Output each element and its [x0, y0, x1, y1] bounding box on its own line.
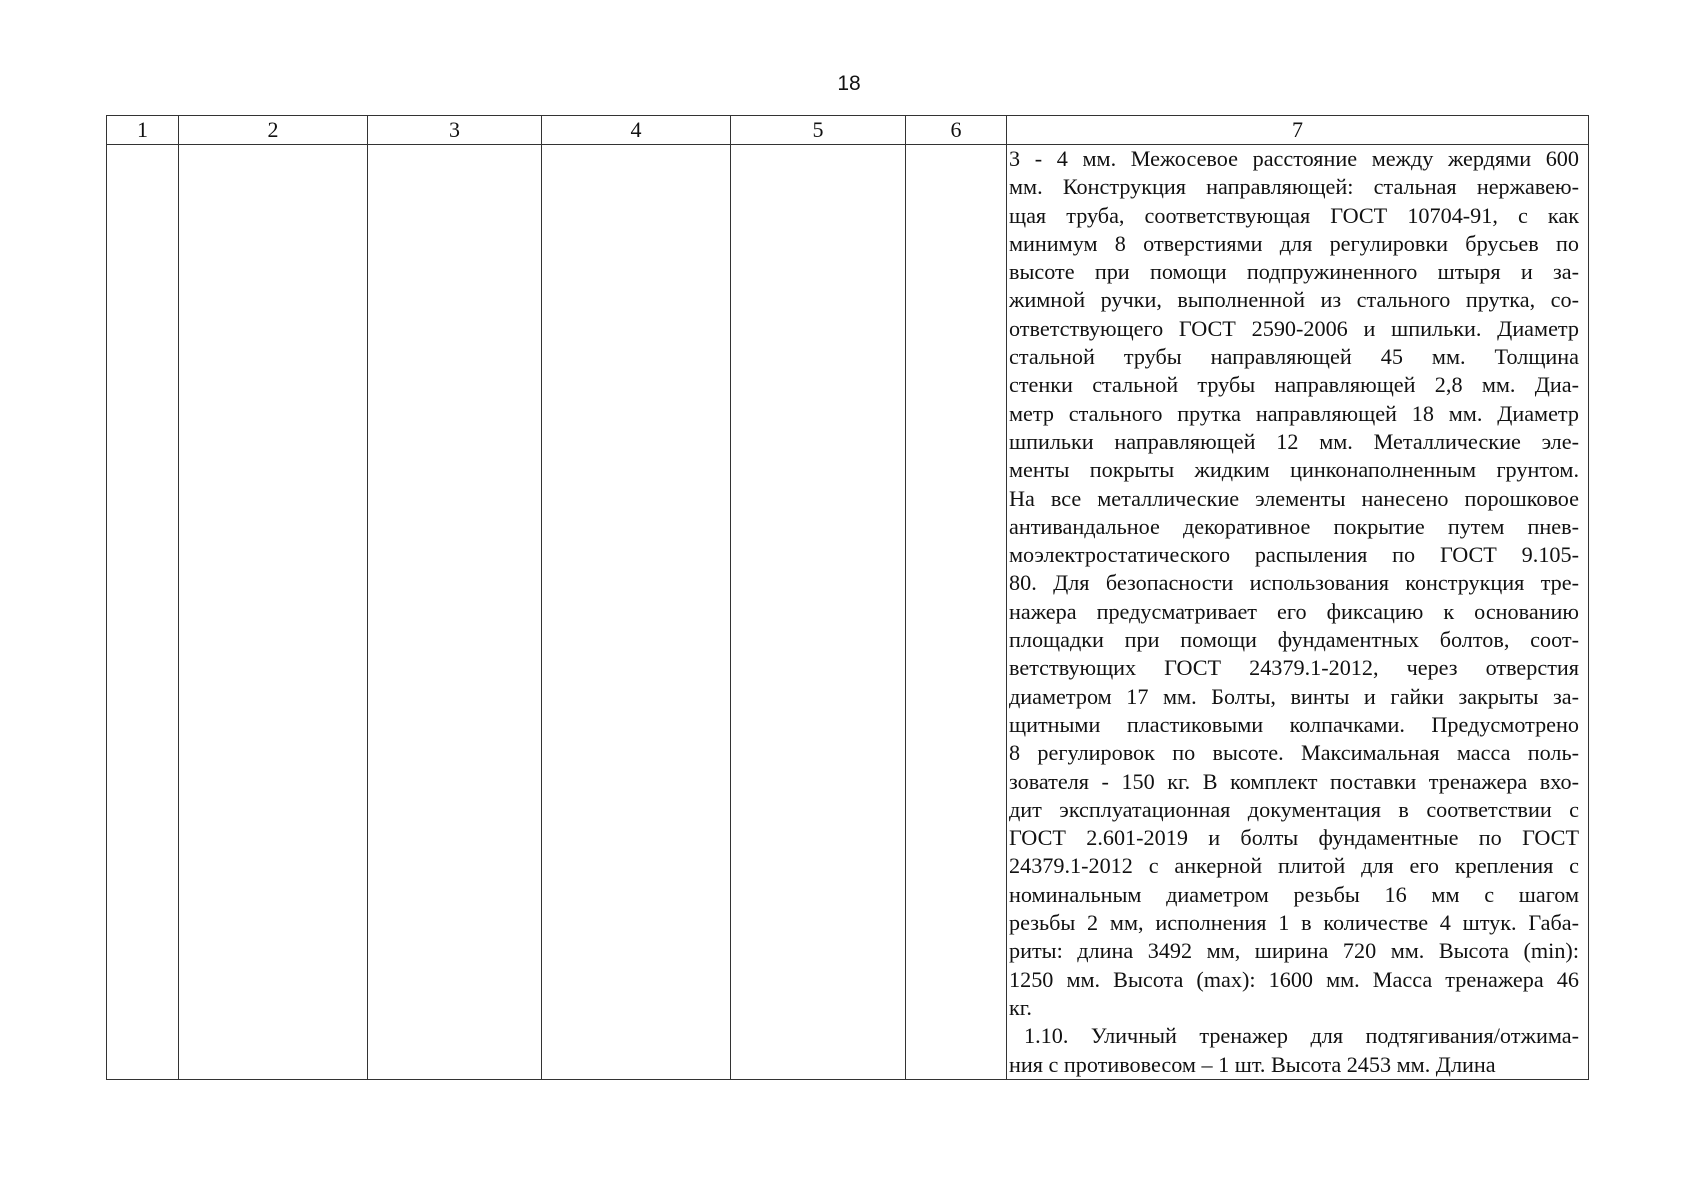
description-line: резьбы 2 мм, исполнения 1 в количестве 4 штук. Габа- — [1009, 910, 1579, 936]
description-line: 80. Для безопасности использования конструкция тре- — [1009, 570, 1579, 596]
description-line: 1.10. Уличный тренажер для подтягивания/отжима- — [1024, 1023, 1579, 1049]
cell-column-6 — [906, 145, 1007, 1080]
description-line: минимум 8 отверстиями для регулировки брусьев по — [1009, 230, 1579, 256]
description-line: щая труба, соответствующая ГОСТ 10704-91, с как — [1009, 202, 1579, 228]
description-line: номинальным диаметром резьбы 16 мм с шагом — [1009, 881, 1579, 907]
description-line: менты покрыты жидким цинконаполненным грунтом. — [1009, 457, 1579, 483]
description-line: диаметром 17 мм. Болты, винты и гайки закрыты за- — [1009, 683, 1579, 709]
description-line: 3 - 4 мм. Межосевое расстояние между жердями 600 — [1009, 146, 1579, 171]
description-line: площадки при помощи фундаментных болтов, соот- — [1009, 627, 1579, 653]
description-line: 1250 мм. Высота (max): 1600 мм. Масса тренажера 46 — [1009, 966, 1579, 992]
cell-column-2 — [179, 145, 368, 1080]
description-line: стенки стальной трубы направляющей 2,8 мм. Диа- — [1009, 372, 1579, 398]
cell-column-3 — [368, 145, 542, 1080]
description-line: антивандальное декоративное покрытие путем пнев- — [1009, 513, 1579, 539]
column-header-4: 4 — [542, 116, 731, 145]
table-row — [107, 145, 1589, 1080]
description-line: зователя - 150 кг. В комплект поставки тренажера вхо- — [1009, 768, 1579, 794]
specification-table — [106, 115, 1589, 1080]
description-line: 24379.1-2012 с анкерной плитой для его крепления с — [1009, 853, 1579, 879]
cell-column-5 — [731, 145, 906, 1080]
description-line: моэлектростатического распыления по ГОСТ 9.105- — [1009, 542, 1579, 568]
column-header-1: 1 — [107, 116, 179, 145]
description-line: нажера предусматривает его фиксацию к основанию — [1009, 598, 1579, 624]
column-header-6: 6 — [906, 116, 1007, 145]
description-line: ответствующего ГОСТ 2590-2006 и шпильки. Диаметр — [1009, 315, 1579, 341]
description-line: ветствующих ГОСТ 24379.1-2012, через отверстия — [1009, 655, 1579, 681]
description-line: жимной ручки, выполненной из стального прутка, со- — [1009, 287, 1579, 313]
description-line: риты: длина 3492 мм, ширина 720 мм. Высота (min): — [1009, 938, 1579, 964]
column-header-3: 3 — [368, 116, 542, 145]
description-line: 8 регулировок по высоте. Максимальная масса поль- — [1009, 740, 1579, 766]
description-line: ния с противовесом – 1 шт. Высота 2453 мм. Длина — [1009, 1051, 1496, 1077]
column-header-7: 7 — [1007, 116, 1589, 145]
description-line: высоте при помощи подпружиненного штыря и за- — [1009, 259, 1579, 285]
description-line: щитными пластиковыми колпачками. Предусмотрено — [1009, 711, 1579, 737]
description-line: стальной трубы направляющей 45 мм. Толщина — [1009, 344, 1579, 370]
page-number: 18 — [837, 72, 861, 95]
description-line: дит эксплуатационная документация в соответствии с — [1009, 796, 1579, 822]
cell-column-1 — [107, 145, 179, 1080]
description-line: ГОСТ 2.601-2019 и болты фундаментные по ГОСТ — [1009, 825, 1579, 851]
description-line: кг. — [1009, 994, 1032, 1020]
description-line: шпильки направляющей 12 мм. Металлические эле- — [1009, 428, 1579, 454]
column-header-5: 5 — [731, 116, 906, 145]
description-line: метр стального прутка направляющей 18 мм. Диаметр — [1009, 400, 1579, 426]
column-header-2: 2 — [179, 116, 368, 145]
description-line: мм. Конструкция направляющей: стальная нержавею- — [1009, 174, 1579, 200]
description-cell — [1007, 145, 1589, 1080]
table-header-row — [107, 116, 1589, 145]
description-line: На все металлические элементы нанесено порошковое — [1009, 485, 1579, 511]
cell-column-4 — [542, 145, 731, 1080]
